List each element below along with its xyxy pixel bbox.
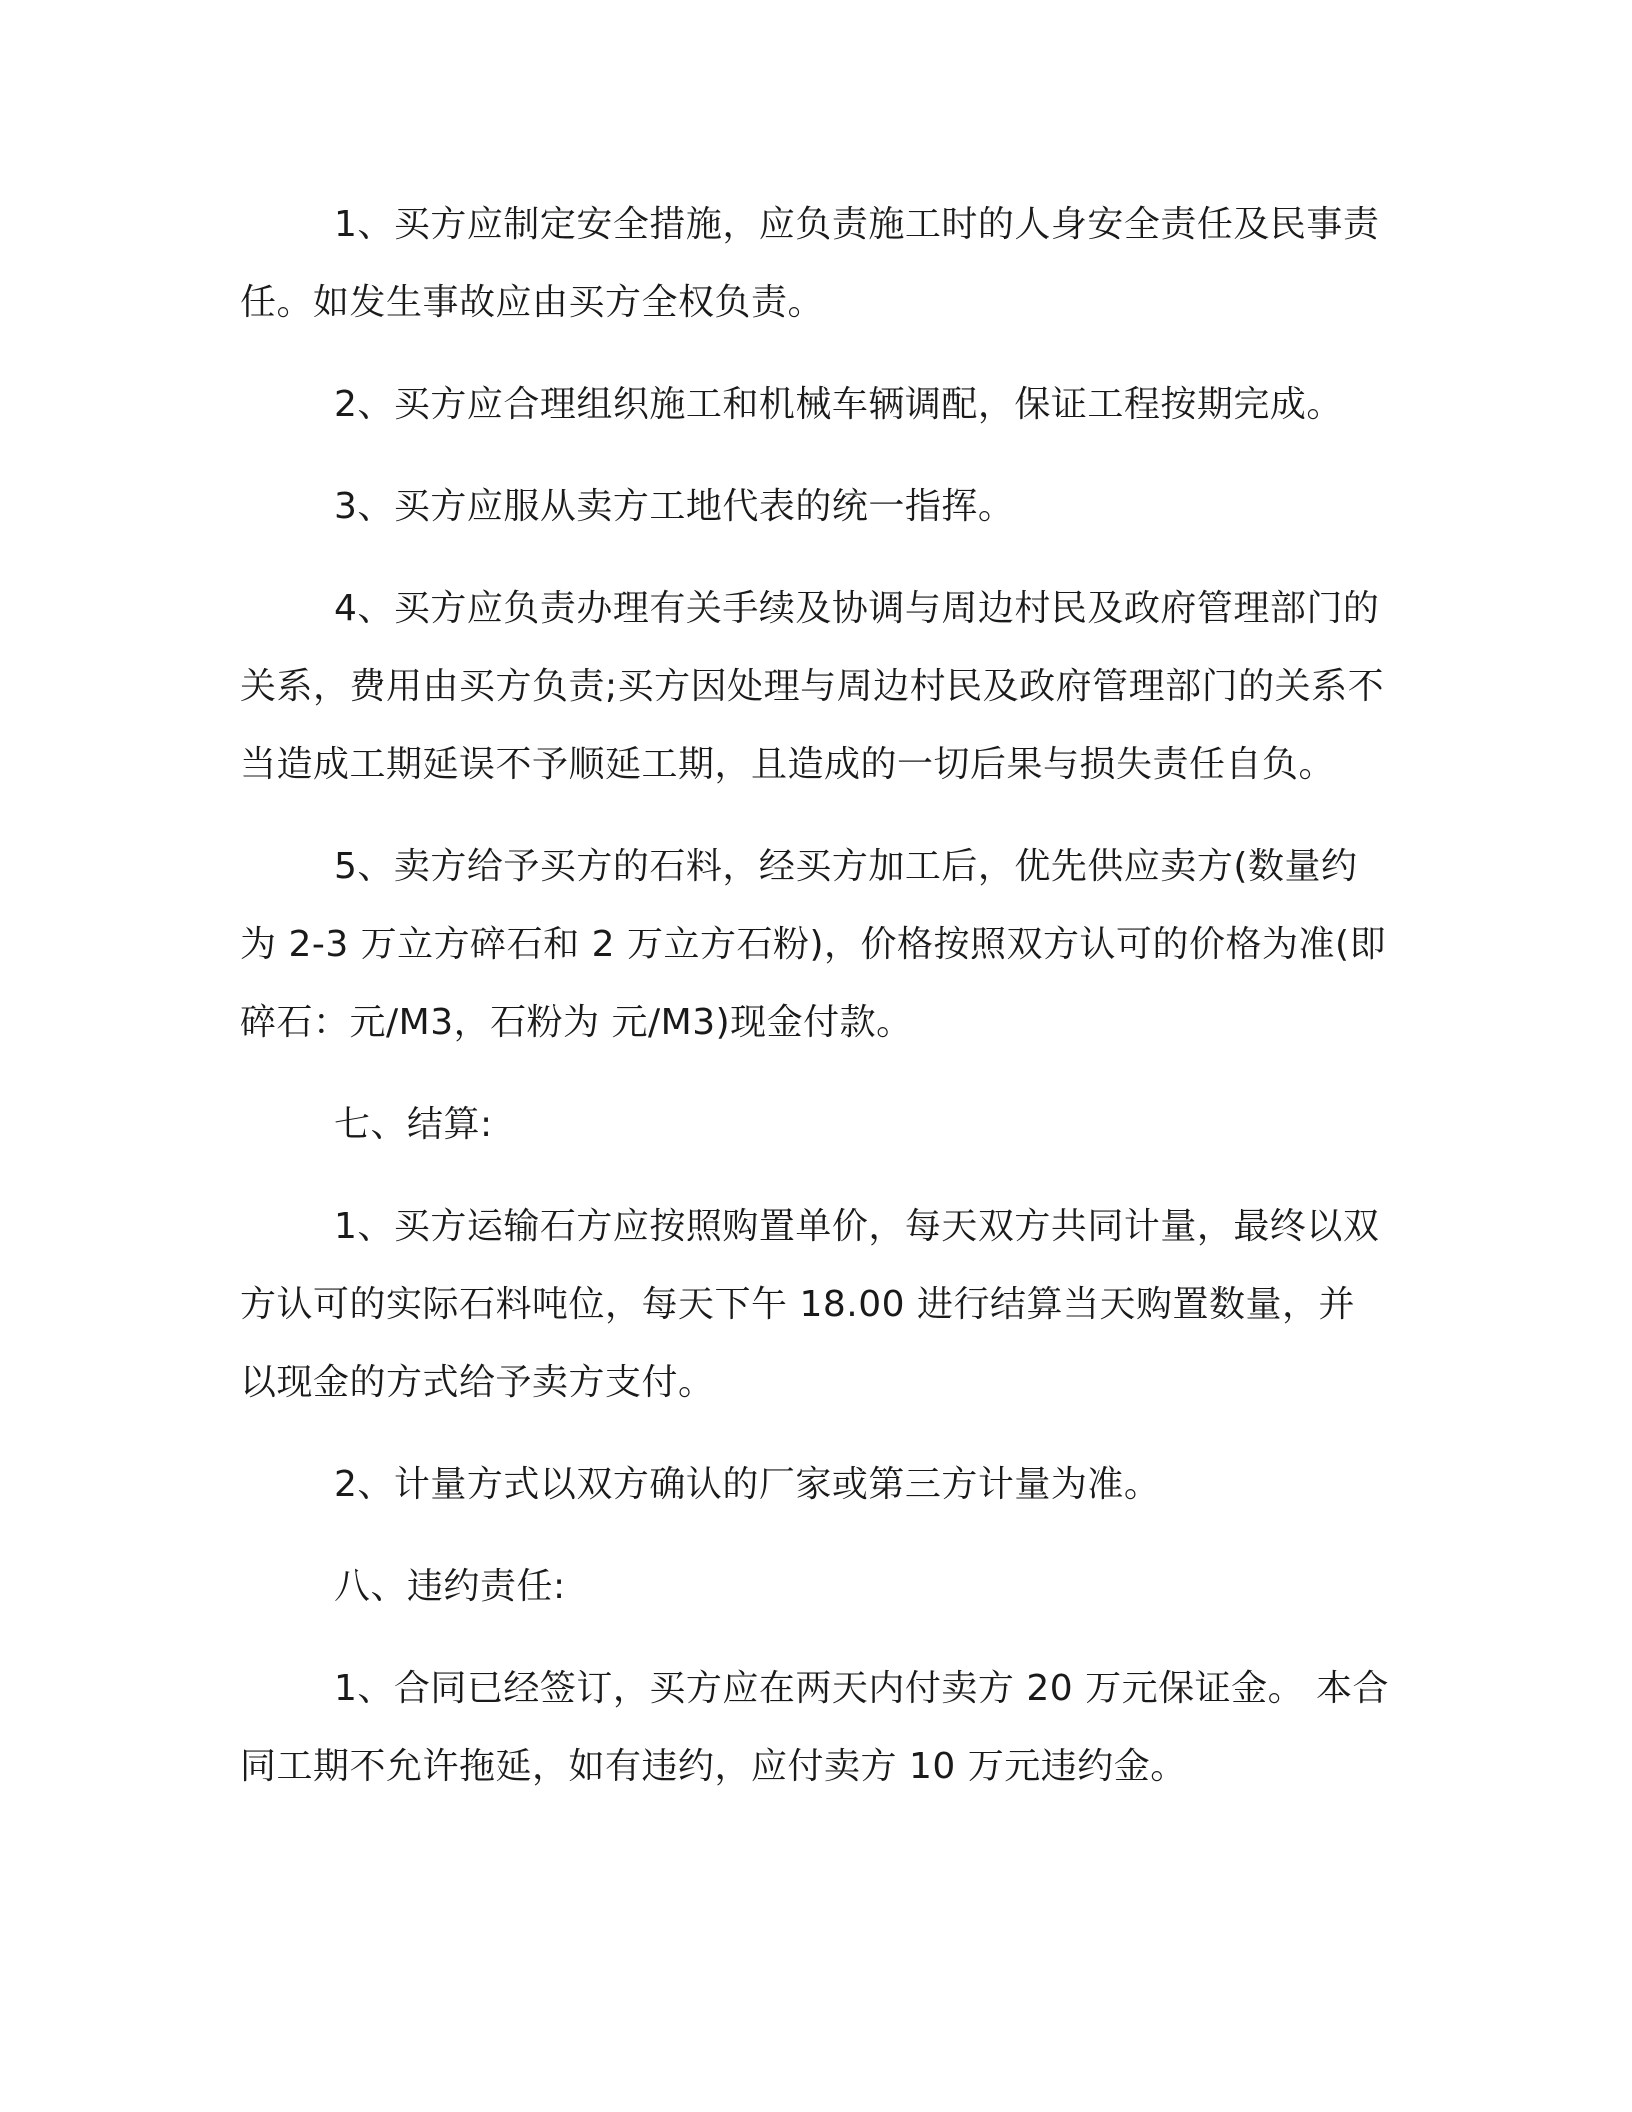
- clause-paragraph: 1、买方应制定安全措施，应负责施工时的人身安全责任及民事责任。如发生事故应由买方全权负责。: [240, 204, 1380, 323]
- paragraph-spacer: [240, 1062, 1390, 1086]
- paragraph-spacer: [240, 1626, 1390, 1650]
- paragraph-spacer: [240, 1422, 1390, 1446]
- paragraph-spacer: [240, 342, 1390, 366]
- paragraph-spacer: [240, 546, 1390, 570]
- clause-paragraph: 1、买方运输石方应按照购置单价，每天双方共同计量，最终以双方认可的实际石料吨位，每天下午 18.00 进行结算当天购置数量，并以现金的方式给予卖方支付。: [240, 1206, 1380, 1403]
- section-heading-settlement: 七、结算:: [334, 1104, 493, 1145]
- paragraph-spacer: [240, 804, 1390, 828]
- clause-paragraph: 3、买方应服从卖方工地代表的统一指挥。: [334, 486, 1015, 527]
- clause-paragraph: 2、计量方式以双方确认的厂家或第三方计量为准。: [334, 1464, 1161, 1505]
- clause-paragraph: 1、合同已经签订，买方应在两天内付卖方 20 万元保证金。 本合同工期不允许拖延，如有违约，应付卖方 10 万元违约金。: [240, 1668, 1390, 1787]
- section-heading-liability: 八、违约责任:: [334, 1566, 566, 1607]
- clause-paragraph: 2、买方应合理组织施工和机械车辆调配，保证工程按期完成。: [334, 384, 1343, 425]
- document-body: [240, 186, 1390, 1806]
- paragraph-spacer: [240, 444, 1390, 468]
- clause-paragraph: 5、卖方给予买方的石料，经买方加工后，优先供应卖方(数量约为 2-3 万立方碎石和 2 万立方石粉)，价格按照双方认可的价格为准(即碎石：元/M3，石粉为 元/M3)现金付款。: [240, 846, 1387, 1043]
- clause-paragraph: 4、买方应负责办理有关手续及协调与周边村民及政府管理部门的关系，费用由买方负责;买方因处理与周边村民及政府管理部门的关系不当造成工期延误不予顺延工期，且造成的一切后果与损失责任自负。: [240, 588, 1385, 785]
- paragraph-spacer: [240, 1524, 1390, 1548]
- paragraph-spacer: [240, 1164, 1390, 1188]
